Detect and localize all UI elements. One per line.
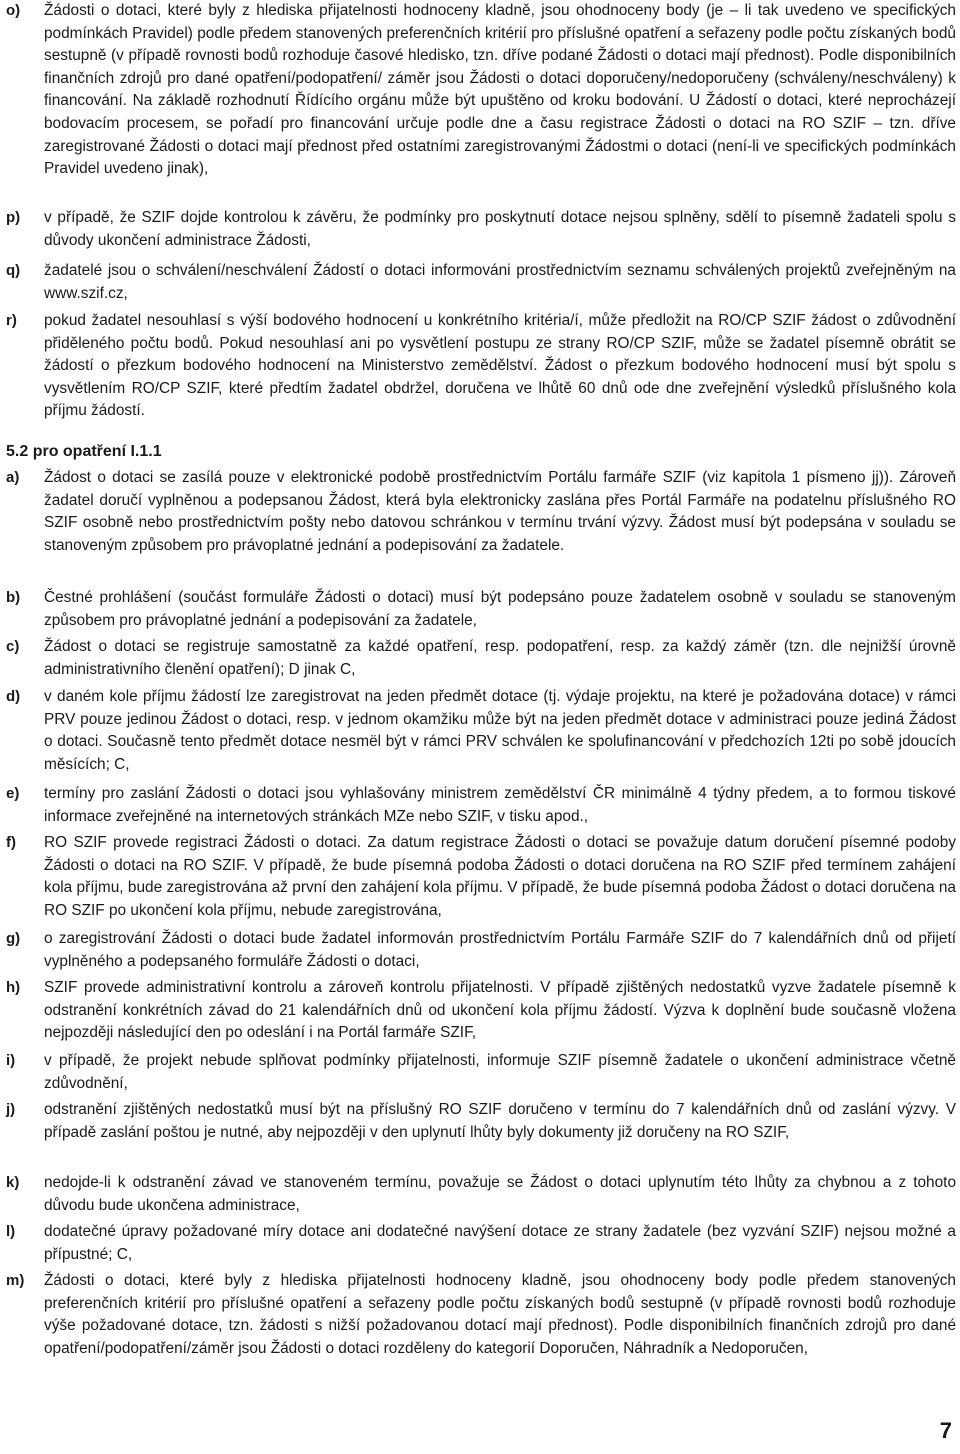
section-heading: 5.2 pro opatření I.1.1 <box>6 443 162 460</box>
item-text: pokud žadatel nesouhlasí s výší bodového hodnocení u konkrétního kritéria/í, může předložit na RO/CP SZIF žádost o zdůvodnění přiděleného počtu bodů. Pokud nesouhlasí ani po vysvětlení postupu ze strany RO/CP SZIF, může se žadatel písemně obrátit se žádostí o přezkum bodového hodnocení na Ministerstvo zemědělství. Žádost o přezkum bodového hodnocení musí být spolu s vysvětlením RO/CP SZIF, které předtím žadatel obdržel, doručena ve lhůtě 60 dnů ode dne zveřejnění výsledků příslušného kola příjmu žádostí. <box>44 312 956 420</box>
list-item-l <box>6 1221 956 1266</box>
list-item-a <box>6 467 956 557</box>
item-text: Žádosti o dotaci, které byly z hlediska přijatelnosti hodnoceny kladně, jsou ohodnoceny body (je – li tak uvedeno ve specifických podmínkách Pravidel) podle předem stanovených preferenčních kritérií pro příslušné opatření a seřazeny podle počtu získaných bodů sestupně (v případě rovnosti bodů rozhoduje časové hledisko, tzn. dříve podané Žádosti o dotaci mají přednost). Podle disponibilních finančních zdrojů pro dané opatření/podopatření/ záměr jsou Žádosti o dotaci doporučeny/nedoporučeny (schváleny/neschváleny) k financování. Na základě rozhodnutí Řídícího orgánu může být upuštěno od kroku bodování. U Žádostí o dotaci, které neprocházejí bodovacím procesem, se pořadí pro financování určuje podle dne a času registrace Žádosti o dotaci na RO SZIF – tzn. dříve zaregistrované Žádosti o dotaci mají přednost před ostatními zaregistrovanými Žádostmi o dotaci (není-li ve specifických podmínkách Pravidel uvedeno jinak), <box>44 2 956 178</box>
item-text: Žádosti o dotaci, které byly z hlediska přijatelnosti hodnoceny kladně, jsou ohodnoceny body podle předem stanovených preferenčních kritérií pro příslušné opatření a seřazeny podle počtu získaných bodů sestupně (v případě rovnosti bodů rozhoduje výše požadované dotace, tzn. žádosti s nižší požadovanou dotací mají přednost). Podle disponibilních finančních zdrojů pro dané opatření/podopatření/záměr jsou Žádosti o dotaci rozděleny do kategorií Doporučen, Náhradník a Nedoporučen, <box>44 1272 956 1357</box>
list-item-q <box>6 260 956 305</box>
item-text: Žádost o dotaci se registruje samostatně za každé opatření, resp. podopatření, resp. za každý záměr (tzn. dle nejnižší úrovně administrativního členění opatření); D jinak C, <box>44 638 956 678</box>
item-letter: i) <box>6 1052 16 1069</box>
item-text: SZIF provede administrativní kontrolu a zároveň kontrolu přijatelnosti. V případě zjištěných nedostatků vyzve žadatele písemně k odstranění konkrétních závad do 21 kalendářních dnů od ukončení kola příjmu žádostí. Výzva k doplnění bude současně vložena nejpozději následující den po odeslání i na Portál farmáře SZIF, <box>44 979 956 1042</box>
item-letter: k) <box>6 1174 20 1191</box>
list-item-f <box>6 832 956 922</box>
list-item-m <box>6 1270 956 1360</box>
list-item-k <box>6 1172 956 1217</box>
list-item-e <box>6 783 956 828</box>
item-letter: b) <box>6 589 21 606</box>
item-letter: f) <box>6 834 16 851</box>
list-item-h <box>6 977 956 1045</box>
item-text: dodatečné úpravy požadované míry dotace ani dodatečné navýšení dotace ze strany žadatele (bez vyzvání SZIF) nejsou možné a přípustné; C, <box>44 1223 956 1263</box>
item-text: termíny pro zaslání Žádosti o dotaci jsou vyhlašovány ministrem zemědělství ČR minimálně 4 týdny předem, a to formou tiskové informace zveřejněné na internetových stránkách MZe nebo SZIF, v tisku apod., <box>44 785 956 825</box>
item-letter: j) <box>6 1101 16 1118</box>
list-item-j <box>6 1099 956 1144</box>
item-text: Žádost o dotaci se zasílá pouze v elektronické podobě prostřednictvím Portálu farmáře SZIF (viz kapitola 1 písmeno jj)). Zároveň žadatel doručí vyplněnou a podepsanou Žádost, která byla elektronicky zaslána přes Portál Farmáře na podatelnu příslušného RO SZIF osobně nebo prostřednictvím pošty nebo datovou schránkou v termínu trvání výzvy. Žádost musí být podepsána v souladu se stanoveným způsobem pro právoplatné jednání a podepisování za žadatele. <box>44 469 956 554</box>
item-text: žadatelé jsou o schválení/neschválení Žádostí o dotaci informováni prostřednictvím seznamu schválených projektů zveřejněným na www.szif.cz, <box>44 262 956 302</box>
item-letter: d) <box>6 688 21 705</box>
item-text: Čestné prohlášení (součást formuláře Žádosti o dotaci) musí být podepsáno pouze žadatelem osobně v souladu se stanoveným způsobem pro právoplatné jednání a podepisování za žadatele, <box>44 589 956 629</box>
item-letter: p) <box>6 209 21 226</box>
item-text: nedojde-li k odstranění závad ve stanoveném termínu, považuje se Žádost o dotaci uplynutím této lhůty za chybnou a z tohoto důvodu bude ukončena administrace, <box>44 1174 956 1214</box>
list-item-o <box>6 0 956 181</box>
item-text: v případě, že projekt nebude splňovat podmínky přijatelnosti, informuje SZIF písemně žadatele o ukončení administrace včetně zdůvodnění, <box>44 1052 956 1092</box>
list-item-r <box>6 310 956 423</box>
item-letter: c) <box>6 638 20 655</box>
item-text: RO SZIF provede registraci Žádosti o dotaci. Za datum registrace Žádosti o dotaci se považuje datum doručení písemné podoby Žádosti o dotaci na RO SZIF. V případě, že bude písemná podoba Žádosti o dotaci doručena na RO SZIF před termínem zahájení kola příjmu, bude zaregistrována až první den zahájení kola příjmu. V případě, že bude písemná podoba Žádost o dotaci doručena na RO SZIF po ukončení kola příjmu, nebude zaregistrována, <box>44 834 956 919</box>
item-letter: a) <box>6 469 20 486</box>
item-text: odstranění zjištěných nedostatků musí být na příslušný RO SZIF doručeno v termínu do 7 kalendářních dnů od zaslání výzvy. V případě zaslání poštou je nutné, aby nejpozději v den uplynutí lhůty byly dokumenty již doručeny na RO SZIF, <box>44 1101 956 1141</box>
list-item-d <box>6 686 956 776</box>
list-item-b <box>6 587 956 632</box>
page-number: 7 <box>939 1418 952 1443</box>
list-item-i <box>6 1050 956 1095</box>
item-letter: g) <box>6 930 21 947</box>
list-item-p <box>6 207 956 252</box>
item-letter: m) <box>6 1272 25 1289</box>
item-letter: h) <box>6 979 21 996</box>
item-letter: q) <box>6 262 21 279</box>
item-text: o zaregistrování Žádosti o dotaci bude žadatel informován prostřednictvím Portálu Farmáře SZIF do 7 kalendářních dnů od přijetí vyplněného a podepsaného formuláře Žádosti o dotaci, <box>44 930 956 970</box>
list-item-c <box>6 636 956 681</box>
item-letter: e) <box>6 785 20 802</box>
item-letter: r) <box>6 312 17 329</box>
item-letter: o) <box>6 2 21 19</box>
list-item-g <box>6 928 956 973</box>
item-letter: l) <box>6 1223 16 1240</box>
item-text: v daném kole příjmu žádostí lze zaregistrovat na jeden předmět dotace (tj. výdaje projektu, na které je požadována dotace) v rámci PRV pouze jedinou Žádost o dotaci, resp. v jednom okamžiku může být na jeden předmět dotace v administraci pouze jediná Žádost o dotaci. Současně tento předmět dotace nesmël být v rámci PRV schválen ke spolufinancování v předchozích 12ti po sobě jdoucích měsících; C, <box>44 688 956 773</box>
item-text: v případě, že SZIF dojde kontrolou k závěru, že podmínky pro poskytnutí dotace nejsou splněny, sdělí to písemně žadateli spolu s důvody ukončení administrace Žádosti, <box>44 209 956 249</box>
